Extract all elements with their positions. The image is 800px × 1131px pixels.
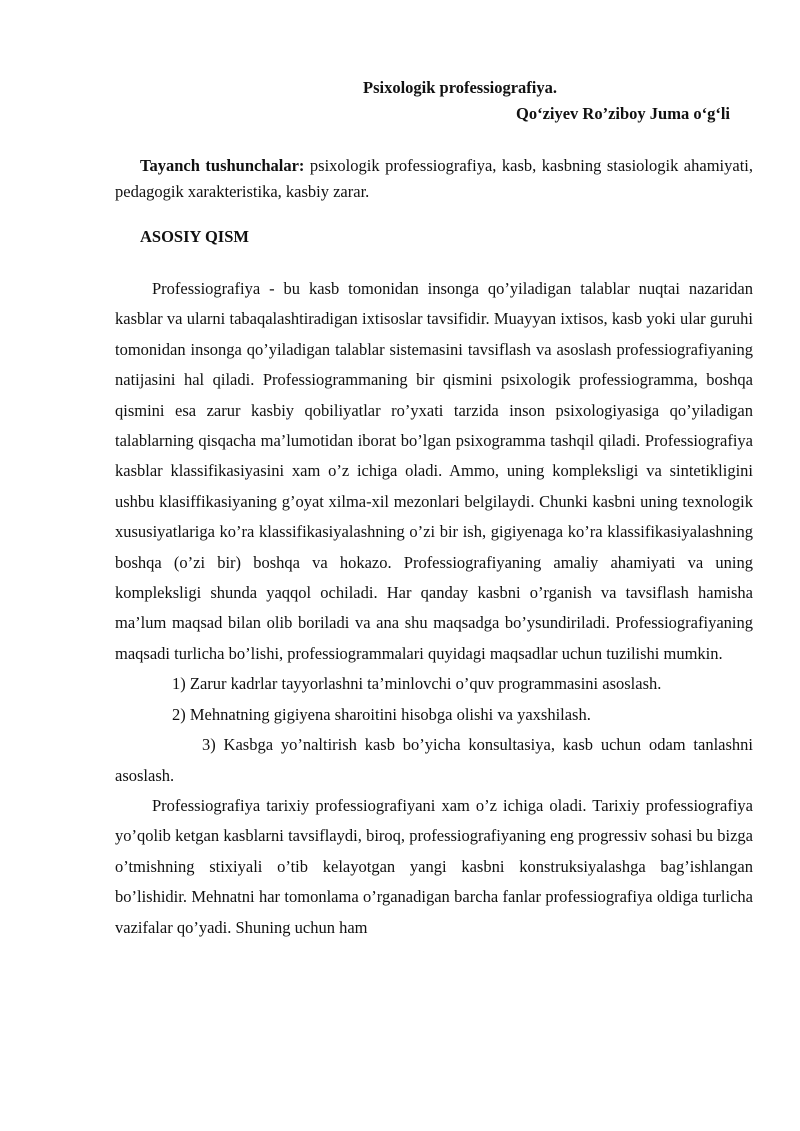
paragraph-2: Professiografiya tarixiy professiografiyani xam o’z ichiga oladi. Tarixiy professiografiya yo’qolib ketgan kasblarni tavsiflaydi, biroq, professiografiyaning eng progressiv sohasi bu bizga o’tmishning stixiyali o’tib kelayotgan yangi kasbni konstruksiyalashga bag’ishlangan bo’lishidir. Mehnatni har tomonlama o’rganadigan barcha fanlar professiografiya oldiga turlicha vazifalar qo’yadi. Shuning uchun ham: [115, 795, 753, 937]
paragraph-1: Professiografiya - bu kasb tomonidan insonga qo’yiladigan talablar nuqtai nazaridan kasblar va ularni tabaqalashtiradigan ixtisoslar tavsifidir. Muayyan ixtisos, kasb yoki ular guruhi tomonidan insonga qo’yiladigan talablar sistemasini tavsiflash va asoslash professiografiyaning natijasini hal qiladi. Professiogrammaning bir qismini psixologik professiogramma, boshqa qismini esa zarur kasbiy qobiliyatlar ro’yxati tarzida inson psixologiyasiga qo’yiladigan talablarning qisqacha ma’lumotidan iborat bo’lgan psixogramma tashqil qiladi. Professiografiya kasblar klassifikasiyasini xam o’z ichiga oladi. Ammo, uning kompleksligi va sintetikligini ushbu klasiffikasiyaning g’oyat xilma-xil mezonlari belgilaydi. Chunki kasbni uning texnologik xususiyatlariga ko’ra klassifikasiyalashning o’zi bir ish, gigiyenaga ko’ra klassifikasiyalashning boshqa (o’zi bir) boshqa va hokazo. Professiografiyaning amaliy ahamiyati va uning kompleksligi shunda yaqqol ochiladi. Har qanday kasbni o’rganish va tavsiflash hamisha ma’lum maqsad bilan olib boriladi va ana shu maqsadga bo’ysundiriladi. Professiografiyaning maqsadi turlicha bo’lishi, professiogrammalari quyidagi maqsadlar uchun tuzilishi mumkin.: [115, 279, 753, 663]
document-title: Psixologik professiografiya.: [362, 78, 558, 97]
keywords-label: Tayanch tushunchalar:: [140, 156, 305, 175]
keywords-paragraph: [115, 153, 753, 205]
document-body: [115, 274, 753, 943]
list-item-3: 3) Kasbga yo’naltirish kasb bo’yicha konsultasiya, kasb uchun odam tanlashni asoslash.: [115, 735, 753, 785]
list-item-1: 1) Zarur kadrlar tayyorlashni ta’minlovchi o’quv programmasini asoslash.: [172, 674, 662, 694]
list-item-2: 2) Mehnatning gigiyena sharoitini hisobga olishi va yaxshilash.: [172, 704, 591, 724]
section-heading: ASOSIY QISM: [140, 227, 249, 246]
keywords-text: psixologik professiografiya, kasb, kasbning stasiologik ahamiyati, pedagogik xarakteristika, kasbiy zarar.: [115, 156, 753, 201]
author-name: Qo‘ziyev Ro’ziboy Juma o‘g‘li: [515, 104, 730, 123]
